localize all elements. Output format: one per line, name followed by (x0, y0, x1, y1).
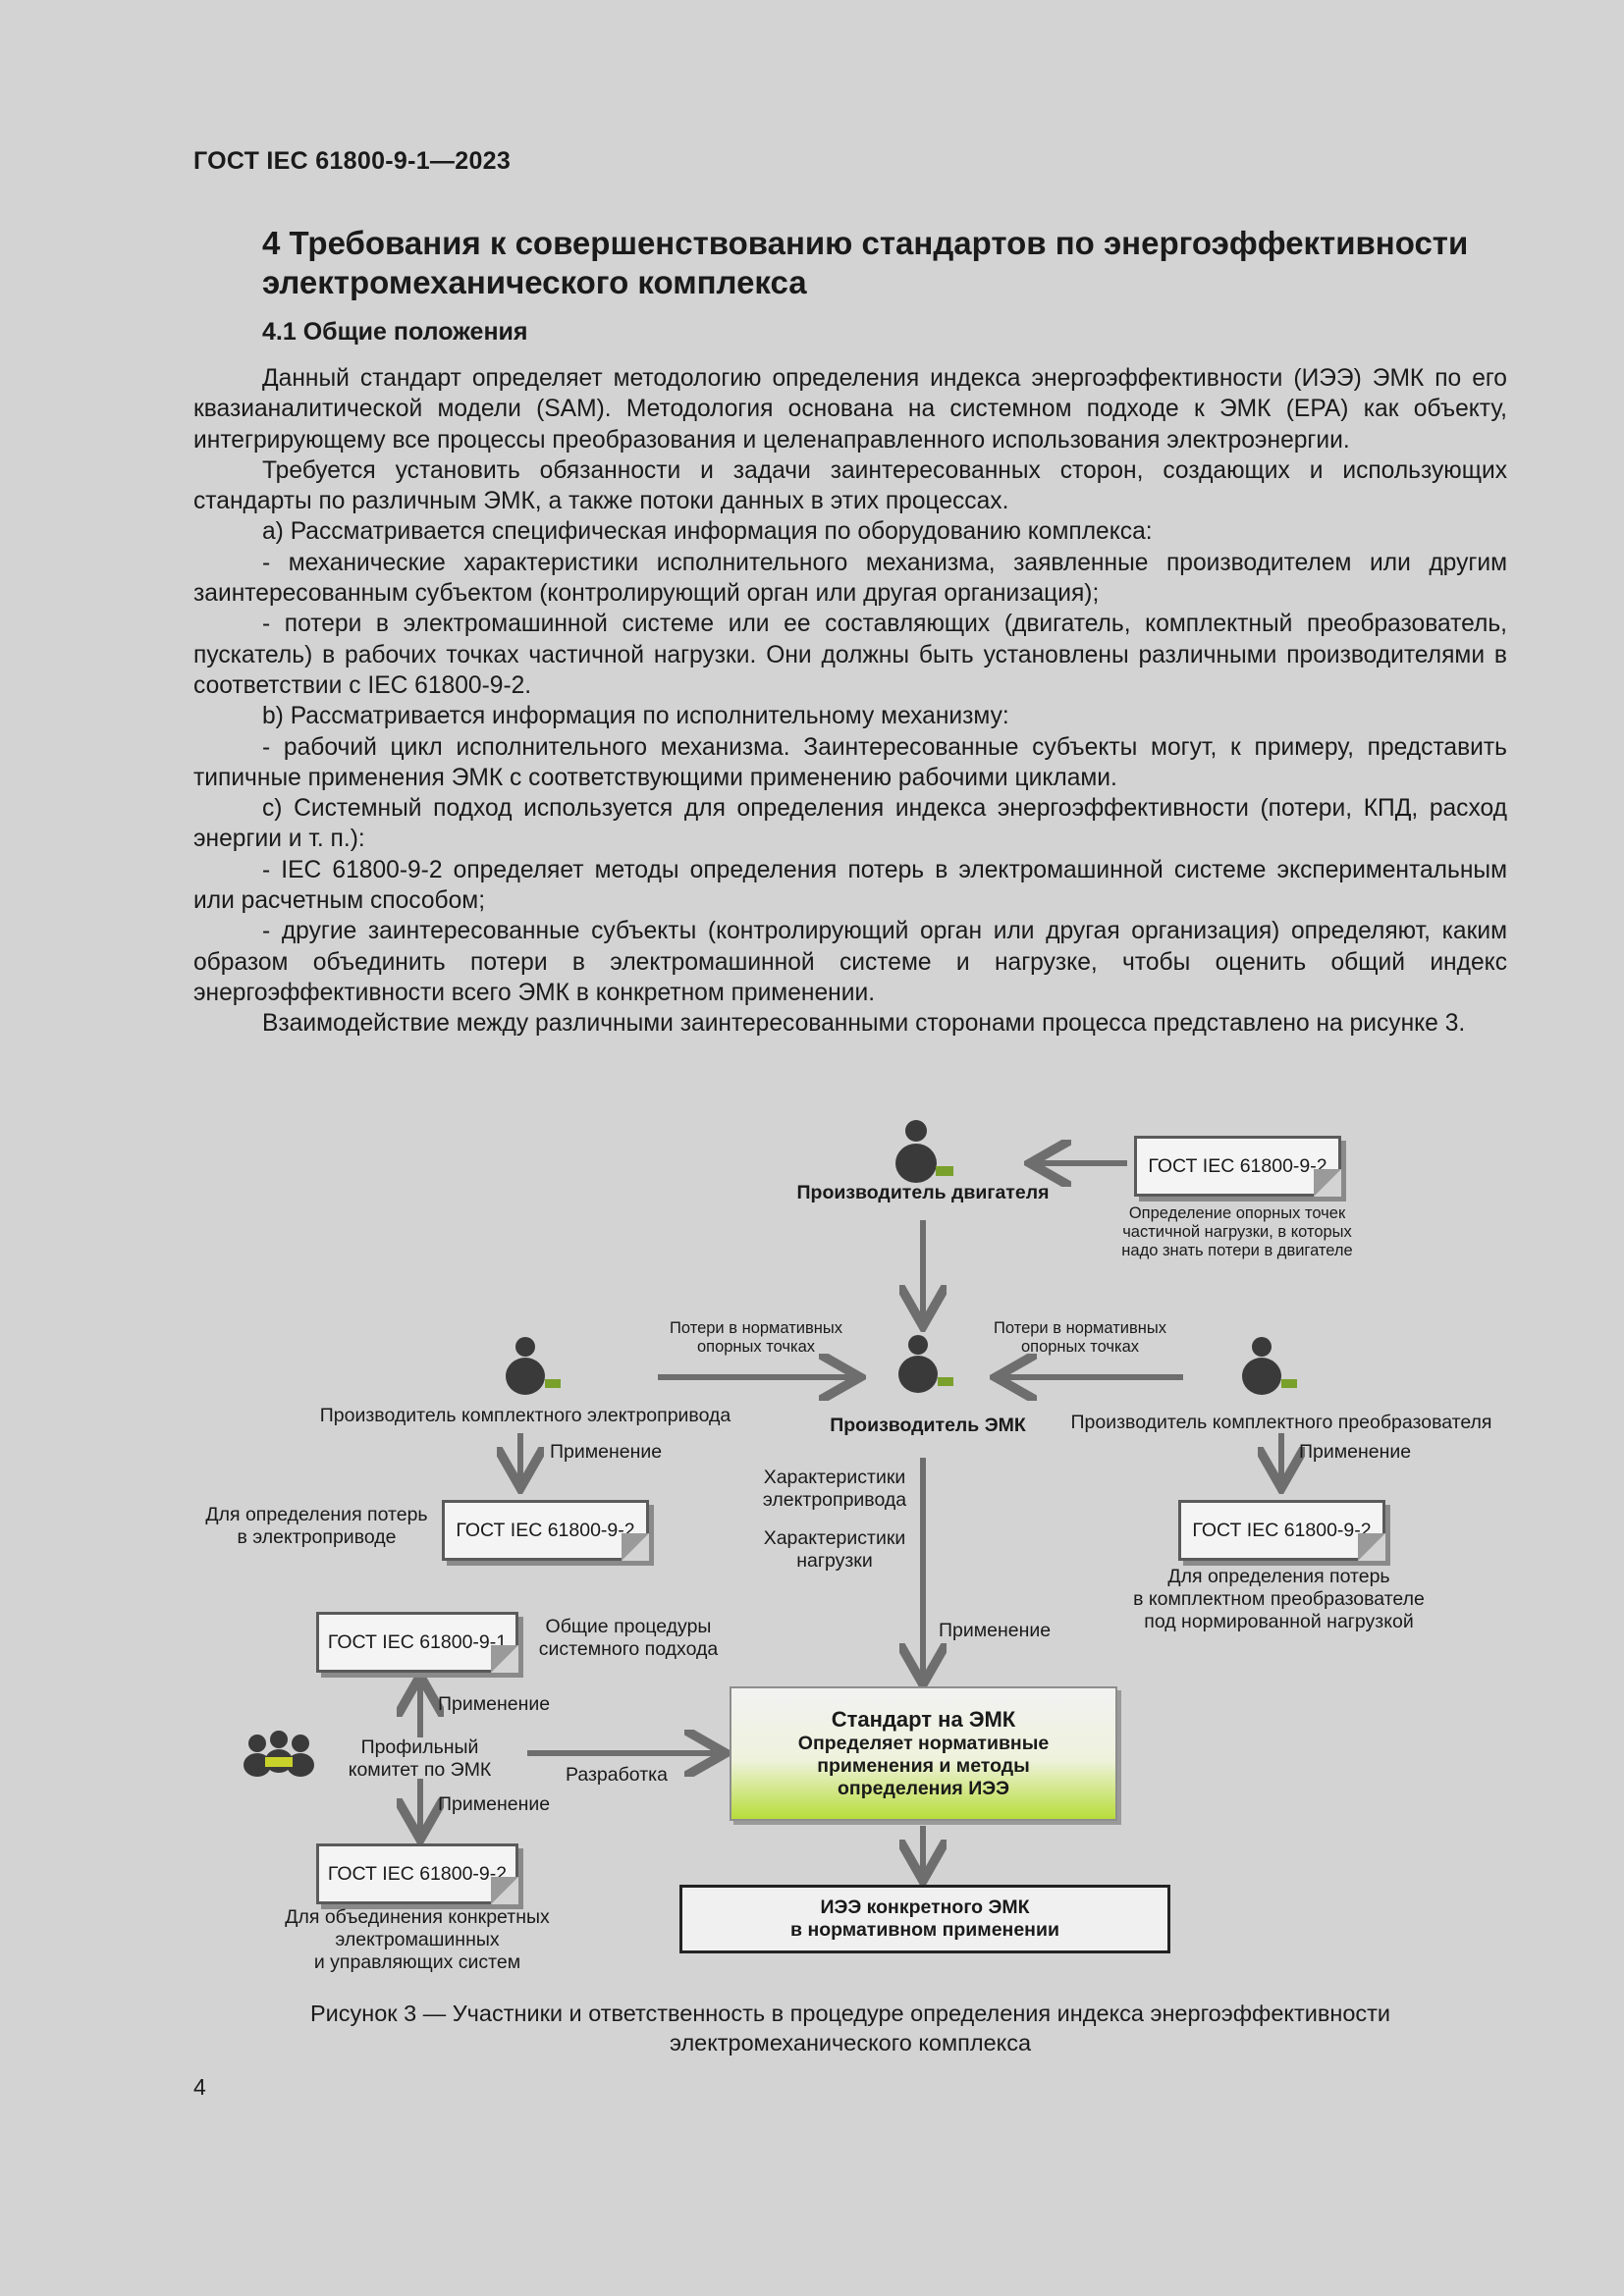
document-code-header: ГОСТ IEC 61800-9-1—2023 (193, 147, 512, 175)
committee-line: комитет по ЭМК (348, 1759, 492, 1781)
cdm-manufacturer-label: Производитель комплектного преобразователя (1070, 1412, 1492, 1433)
general-procedures-line: системного подхода (538, 1638, 719, 1660)
combine-note-line: Для объединения конкретных (285, 1906, 550, 1928)
gost-61800-9-1-box (316, 1612, 518, 1673)
gost-label: ГОСТ IEC 61800-9-2 (1192, 1520, 1372, 1541)
motor-note-line: Определение опорных точек (1128, 1204, 1346, 1222)
page-fold-icon (491, 1877, 518, 1904)
pds-note-line: в электроприводе (237, 1526, 397, 1548)
person-icon-emk (898, 1335, 953, 1393)
emk-manufacturer-label: Производитель ЭМК (830, 1415, 1026, 1436)
gost-61800-9-2-pds-box (442, 1500, 649, 1561)
standard-box-title: Стандарт на ЭМК (831, 1707, 1016, 1732)
page-fold-icon (1314, 1169, 1341, 1197)
result-box-line: в нормативном применении (790, 1919, 1059, 1941)
subsection-title: 4.1 Общие положения (262, 318, 528, 346)
group-icon-committee (244, 1731, 314, 1777)
list-item: - потери в электромашинной системе или ее составляющих (двигатель, комплектный преобразователь, пускатель) в рабочих точках частичной нагрузки. Они должны быть установлены различными производителями в соответствии с IEC 61800-9-2. (193, 611, 1507, 699)
combine-note-line: электромашинных (335, 1929, 500, 1950)
list-item: a) Рассматривается специфическая информация по оборудованию комплекса: (262, 518, 1153, 546)
standard-box-line: определения ИЭЭ (838, 1778, 1009, 1799)
list-item: - рабочий цикл исполнительного механизма. Заинтересованные субъекты могут, к примеру, представить типичные применения ЭМК с соответствующими применению рабочими циклами. (193, 733, 1507, 791)
gost-label: ГОСТ IEC 61800-9-2 (327, 1863, 508, 1885)
losses-left-label (638, 1319, 874, 1357)
losses-left-line: Потери в нормативных (670, 1319, 842, 1337)
person-icon-pds (506, 1337, 561, 1395)
application-center-label: Применение (939, 1620, 1052, 1641)
application-up-label: Применение (438, 1693, 551, 1715)
emk-standard-box (730, 1686, 1117, 1821)
page-fold-icon (622, 1533, 649, 1561)
load-characteristics-line: Характеристики (763, 1527, 906, 1549)
development-label: Разработка (566, 1764, 668, 1786)
cdm-note-line: в комплектном преобразователе (1133, 1588, 1425, 1610)
list-item: b) Рассматривается информация по исполнительному механизму: (262, 703, 1009, 730)
gost-61800-9-2-bottom-box (316, 1843, 518, 1904)
list-item: c) Системный подход используется для определения индекса энергоэффективности (потери, КПД, расход энергии и т. п.): (193, 795, 1507, 853)
motor-manufacturer-label: Производитель двигателя (796, 1182, 1050, 1203)
cdm-note-line: под нормированной нагрузкой (1144, 1611, 1414, 1632)
drive-characteristics-line: электропривода (762, 1489, 907, 1511)
combine-note (265, 1906, 569, 1974)
general-procedures-line: Общие процедуры (545, 1616, 712, 1637)
losses-right-label (962, 1319, 1198, 1357)
general-procedures-note (530, 1616, 727, 1661)
load-characteristics-label (751, 1527, 918, 1573)
gost-61800-9-2-cdm-box (1178, 1500, 1385, 1561)
paragraph: Взаимодействие между различными заинтересованными сторонами процесса представлено на рисунке 3. (262, 1010, 1466, 1038)
drive-characteristics-label (751, 1467, 918, 1512)
page-fold-icon (491, 1645, 518, 1673)
gost-61800-9-2-motor-box (1134, 1136, 1341, 1197)
application-right-label: Применение (1299, 1441, 1412, 1463)
specific-emk-index-box (679, 1885, 1170, 1953)
standard-box-line: применения и методы (817, 1755, 1030, 1777)
section-title-line-2: электромеханического комплекса (262, 264, 807, 300)
section-title-line-1: 4 Требования к совершенствованию стандартов по энергоэффективности (262, 225, 1469, 261)
application-down-label: Применение (438, 1793, 551, 1815)
losses-right-line: опорных точках (1020, 1338, 1140, 1356)
person-icon-motor (895, 1120, 953, 1183)
pds-manufacturer-label: Производитель комплектного электропривода (319, 1405, 731, 1426)
page-fold-icon (1358, 1533, 1385, 1561)
application-left-label: Применение (550, 1441, 663, 1463)
drive-characteristics-line: Характеристики (763, 1467, 906, 1488)
losses-right-line: Потери в нормативных (994, 1319, 1166, 1337)
page-number: 4 (193, 2074, 206, 2100)
load-characteristics-line: нагрузки (796, 1550, 873, 1572)
committee-label (324, 1736, 515, 1782)
figure-caption-line: Рисунок 3 — Участники и ответственность в процедуре определения индекса энергоэффективности (309, 2001, 1391, 2026)
losses-left-line: опорных точках (696, 1338, 816, 1356)
standard-box-line: Определяет нормативные (797, 1733, 1050, 1754)
figure-caption-line: электромеханического комплекса (669, 2030, 1032, 2056)
pds-note-line: Для определения потерь (205, 1504, 428, 1525)
list-item: - другие заинтересованные субъекты (контролирующий орган или другая организация) определяют, каким образом объединить потери в электромашинной системе и нагрузке, чтобы оценить общий индекс энергоэффективности всего ЭМК в конкретном применении. (193, 918, 1507, 1006)
motor-note-line: частичной нагрузки, в которых (1122, 1223, 1352, 1241)
cdm-note-line: Для определения потерь (1167, 1566, 1390, 1587)
cdm-note (1110, 1566, 1448, 1633)
list-item: - IEC 61800-9-2 определяет методы определения потерь в электромашинной системе экспериментальным или расчетным способом; (193, 856, 1507, 915)
gost-label: ГОСТ IEC 61800-9-2 (1148, 1155, 1327, 1177)
motor-note-line: надо знать потери в двигателе (1121, 1242, 1353, 1259)
paragraph: Требуется установить обязанности и задачи заинтересованных сторон, создающих и использующих стандарты по различным ЭМК, а также потоки данных в этих процессах. (193, 456, 1507, 515)
list-item: - механические характеристики исполнительного механизма, заявленные производителем или другим заинтересованным субъектом (контролирующий орган или другая организация); (193, 549, 1507, 608)
combine-note-line: и управляющих систем (313, 1951, 521, 1973)
figure-caption (193, 1999, 1507, 2057)
person-icon-cdm (1242, 1337, 1297, 1395)
paragraph: Данный стандарт определяет методологию определения индекса энергоэффективности (ИЭЭ) ЭМК по его квазианалитической модели (SAM). Методология основана на системном подходе к ЭМК (EPA) как объекту, интегрирующему все процессы преобразования и целенаправленного использования электроэнергии. (193, 365, 1507, 454)
gost-label: ГОСТ IEC 61800-9-2 (456, 1520, 635, 1541)
gost-label: ГОСТ IEC 61800-9-1 (327, 1631, 508, 1653)
result-box-line: ИЭЭ конкретного ЭМК (820, 1896, 1030, 1918)
pds-note (191, 1504, 442, 1549)
committee-line: Профильный (360, 1736, 479, 1758)
motor-note (1090, 1204, 1384, 1260)
